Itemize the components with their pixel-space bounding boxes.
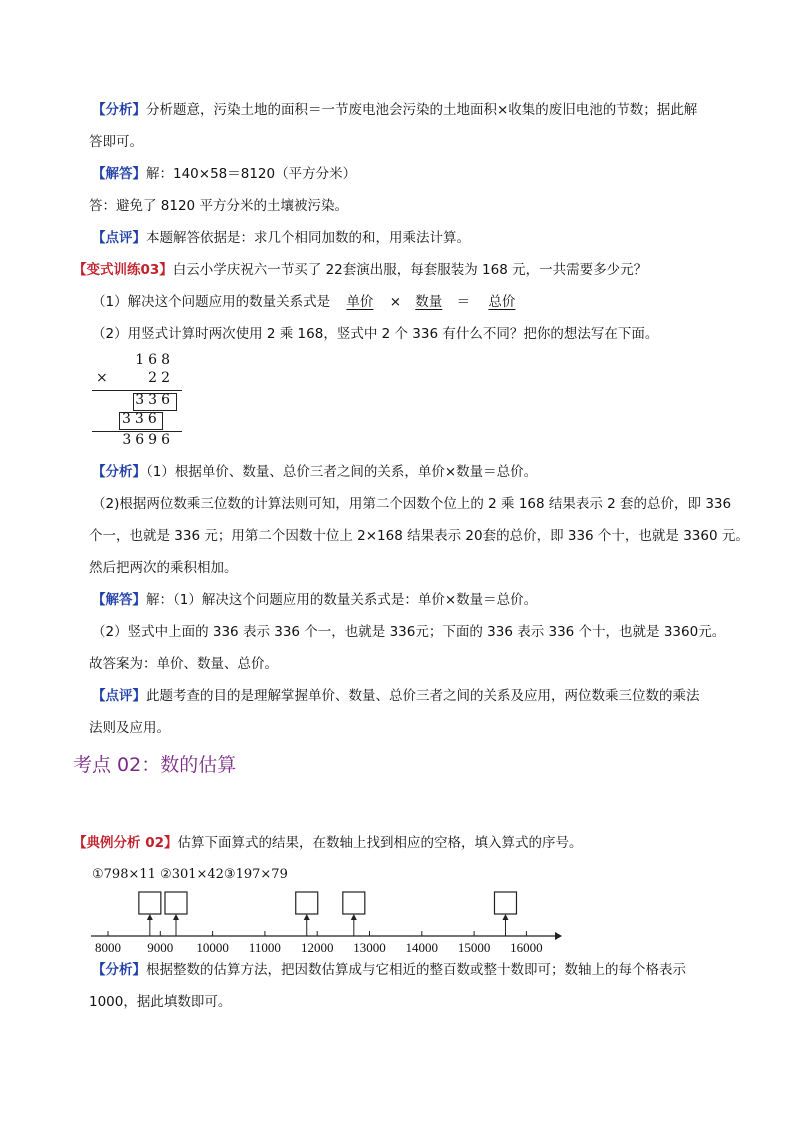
- answer-box-square[interactable]: [165, 892, 187, 914]
- number-line-label: 14000: [405, 940, 439, 955]
- number-line-arrowhead: [555, 932, 562, 940]
- answer-box-arrowhead: [173, 914, 179, 920]
- jieda-tag: 【解答】: [92, 166, 146, 182]
- example-question: [73, 833, 583, 853]
- mult-result: 3696: [122, 432, 174, 448]
- dianping-2-line1: 此题考查的目的是理解掌握单价、数量、总价三者之间的关系及应用，两位数乘三位数的乘法: [146, 688, 700, 704]
- fenxi-3-line2: 1000，据此填数即可。: [89, 994, 232, 1010]
- mult-times-sign: ×: [96, 370, 108, 386]
- fenxi-2-line2: （2)根据两位数乘三位数的计算法则可知，用第二个因数个位上的 2 乘 168 结果表示 2 套的总价，即 336: [92, 496, 732, 512]
- answer-box[interactable]: [139, 892, 161, 936]
- answer-box[interactable]: [165, 892, 187, 936]
- fenxi-tag-2: 【分析】: [92, 464, 146, 480]
- q1-blank-unit-price: 单价: [346, 294, 374, 310]
- q1-blank-total: 总价: [488, 294, 516, 310]
- bianshi-tag: 【变式训练03】: [73, 262, 173, 278]
- fenxi-text: 分析题意，污染土地的面积＝一节废电池会污染的土地面积×收集的废旧电池的节数；据此解: [146, 102, 698, 118]
- q1-prefix: （1）解决这个问题应用的数量关系式是: [92, 294, 331, 310]
- jieda-paragraph-1: [92, 164, 356, 184]
- q1-blank-quantity: 数量: [415, 294, 443, 310]
- vertical-multiplication: [92, 352, 182, 450]
- jieda-paragraph-2: [92, 590, 537, 610]
- answer-box-arrowhead: [351, 914, 357, 920]
- example-tag: 【典例分析 02】: [73, 835, 178, 851]
- jieda-text: 解：140×58＝8120（平方分米）: [146, 166, 357, 182]
- number-line-label: 8000: [95, 940, 121, 955]
- bianshi-q1: [92, 292, 529, 312]
- fenxi-paragraph-3: [92, 960, 686, 980]
- number-line-label: 9000: [147, 940, 174, 955]
- fenxi-tag-3: 【分析】: [92, 962, 146, 978]
- fenxi-2-line1: （1）根据单价、数量、总价三者之间的关系，单价×数量＝总价。: [146, 464, 538, 480]
- answer-box-square[interactable]: [139, 892, 161, 914]
- answer-box-arrowhead: [502, 914, 508, 920]
- dianping-2-line2: 法则及应用。: [89, 720, 170, 736]
- fenxi-tag: 【分析】: [92, 102, 146, 118]
- number-line: [0, 885, 794, 965]
- number-line-label: 13000: [353, 940, 386, 955]
- answer-2: 故答案为：单价、数量、总价。: [89, 656, 278, 672]
- dianping-text: 本题解答依据是：求几个相同加数的和，用乘法计算。: [146, 230, 470, 246]
- answer-box[interactable]: [296, 892, 318, 936]
- example-question-text: 估算下面算式的结果，在数轴上找到相应的空格，填入算式的序号。: [177, 835, 583, 851]
- section-heading: 考点 02：数的估算: [73, 754, 237, 776]
- answer-box-arrowhead: [147, 914, 153, 920]
- answer-box-square[interactable]: [343, 892, 365, 914]
- mult-row-168: 168: [135, 352, 174, 368]
- fenxi-paragraph-1: [92, 100, 697, 120]
- answer-box-arrowhead: [304, 914, 310, 920]
- answer-box[interactable]: [494, 892, 516, 936]
- answer-box-square[interactable]: [494, 892, 516, 914]
- answer-box[interactable]: [343, 892, 365, 936]
- q1-times: ×: [389, 294, 401, 310]
- answer-box-square[interactable]: [296, 892, 318, 914]
- dianping-tag-2: 【点评】: [92, 688, 146, 704]
- bianshi-question: [73, 260, 647, 280]
- jieda-2-line1: 解：（1）解决这个问题应用的数量关系式是：单价×数量＝总价。: [146, 592, 538, 608]
- mult-partial-2: 336: [122, 411, 161, 427]
- fenxi-2-line4: 然后把两次的乘积相加。: [89, 560, 238, 576]
- fenxi-3-line1: 根据整数的估算方法，把因数估算成与它相近的整百数或整十数即可；数轴上的每个格表示: [146, 962, 686, 978]
- mult-partial-1: 336: [135, 392, 174, 408]
- mult-rule-1: [92, 390, 182, 391]
- bianshi-q2: （2）用竖式计算时两次使用 2 乘 168，竖式中 2 个 336 有什么不同？把你的想法写在下面。: [92, 326, 659, 342]
- number-line-label: 15000: [457, 940, 491, 955]
- jieda-2-line2: （2）竖式中上面的 336 表示 336 个一，也就是 336元；下面的 336 表示 336 个十，也就是 3360元。: [92, 624, 726, 640]
- number-line-label: 12000: [300, 940, 334, 955]
- dianping-paragraph-2: [92, 686, 700, 706]
- mult-row-22: 22: [148, 370, 174, 386]
- dianping-paragraph-1: [92, 228, 470, 248]
- example-expressions: ①798×11 ②301×42③197×79: [92, 867, 288, 882]
- number-line-label: 11000: [248, 940, 281, 955]
- number-line-label: 16000: [510, 940, 543, 955]
- dianping-tag: 【点评】: [92, 230, 146, 246]
- fenxi-paragraph-2: [92, 462, 537, 482]
- fenxi-2-line3: 个一，也就是 336 元；用第二个因数十位上 2×168 结果表示 20套的总价，即 336 个十，也就是 3360 元。: [89, 528, 749, 544]
- jieda-tag-2: 【解答】: [92, 592, 146, 608]
- fenxi-paragraph-1-cont: 答即可。: [89, 134, 143, 150]
- q1-equals: ＝: [456, 294, 471, 310]
- number-line-label: 10000: [196, 940, 229, 955]
- answer-1: 答：避免了 8120 平方分米的土壤被污染。: [89, 198, 348, 214]
- bianshi-question-text: 白云小学庆祝六一节买了 22套演出服，每套服装为 168 元，一共需要多少元？: [172, 262, 648, 278]
